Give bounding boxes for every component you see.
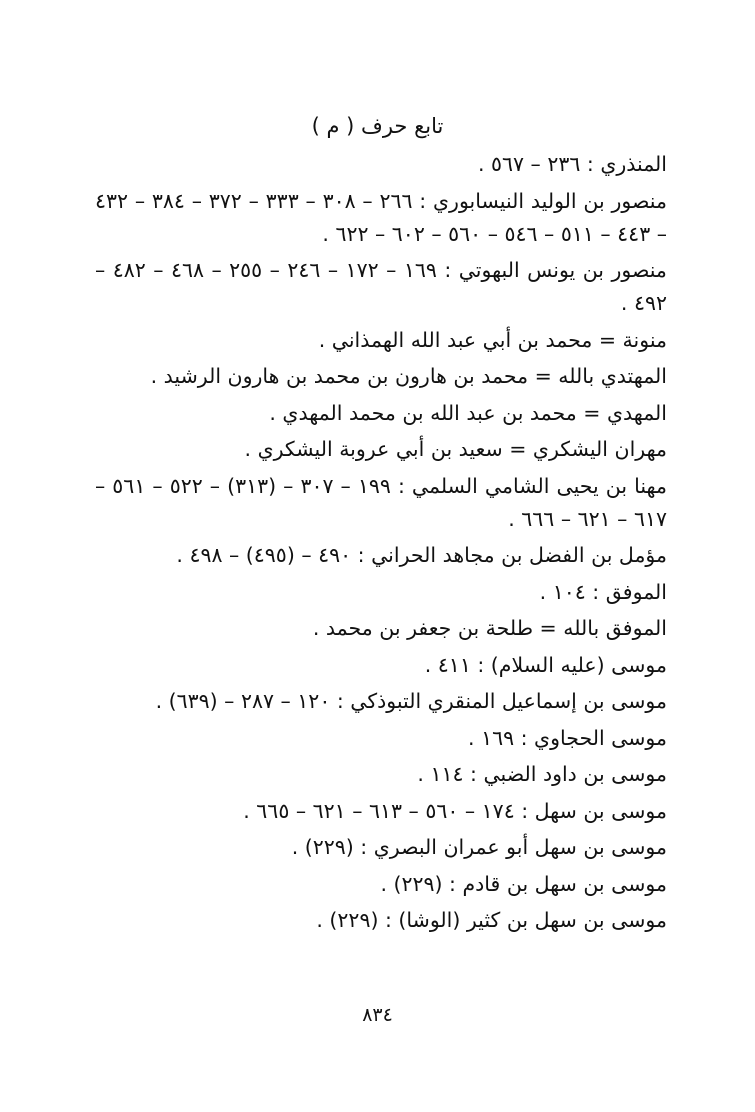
index-entry: الموفق : ١٠٤ . xyxy=(539,579,667,604)
section-heading: تابع حرف ( م ) xyxy=(311,114,444,138)
page-number: ٨٣٤ xyxy=(362,1004,393,1026)
index-entry: موسى بن سهل بن قادم : (٢٢٩) . xyxy=(380,871,667,896)
index-entry: موسى بن داود الضبي : ١١٤ . xyxy=(417,762,667,786)
index-entry: منصور بن الوليد النيسابوري : ٢٦٦ – ٣٠٨ – ٣٣٣ – ٣٧٢ – ٣٨٤ – ٤٣٢ – ٤٤٣ – ٥١١ – ٥٤٦ – ٥٦٠ – ٦٠٢ – ٦٢٢ . xyxy=(95,188,667,246)
index-entry: موسى الحجاوي : ١٦٩ . xyxy=(468,725,667,750)
index-entry: المنذري : ٢٣٦ – ٥٦٧ . xyxy=(477,152,667,176)
index-entry: موسى بن سهل : ١٧٤ – ٥٦٠ – ٦١٣ – ٦٢١ – ٦٦٥ . xyxy=(243,798,667,823)
index-entry: الموفق بالله = طلحة بن جعفر بن محمد . xyxy=(312,616,667,640)
index-entry: مهنا بن يحيى الشامي السلمي : ١٩٩ – ٣٠٧ – (٣١٣) – ٥٢٢ – ٥٦١ – ٦١٧ – ٦٢١ – ٦٦٦ . xyxy=(95,473,667,531)
index-entry: المهدي = محمد بن عبد الله بن محمد المهدي . xyxy=(269,400,667,425)
index-entry: مهران اليشكري = سعيد بن أبي عروبة اليشكري . xyxy=(244,437,667,461)
index-entry: موسى بن إسماعيل المنقري التبوذكي : ١٢٠ – ٢٨٧ – (٦٣٩) . xyxy=(155,689,667,713)
index-entry: موسى بن سهل بن كثير (الوشا) : (٢٢٩) . xyxy=(316,908,667,932)
index-entry: موسى بن سهل أبو عمران البصري : (٢٢٩) . xyxy=(291,835,667,859)
index-entry: موسى (عليه السلام) : ٤١١ . xyxy=(424,652,667,677)
index-entry: مؤمل بن الفضل بن مجاهد الحراني : ٤٩٠ – (٤٩٥) – ٤٩٨ . xyxy=(176,543,667,567)
index-entries xyxy=(95,148,667,941)
index-entry: المهتدي بالله = محمد بن هارون بن محمد بن هارون الرشيد . xyxy=(150,364,667,388)
index-entry: منصور بن يونس البهوتي : ١٦٩ – ١٧٢ – ٢٤٦ – ٢٥٥ – ٤٦٨ – ٤٨٢ – ٤٩٢ . xyxy=(95,258,667,315)
index-entry: منونة = محمد بن أبي عبد الله الهمذاني . xyxy=(318,327,667,352)
